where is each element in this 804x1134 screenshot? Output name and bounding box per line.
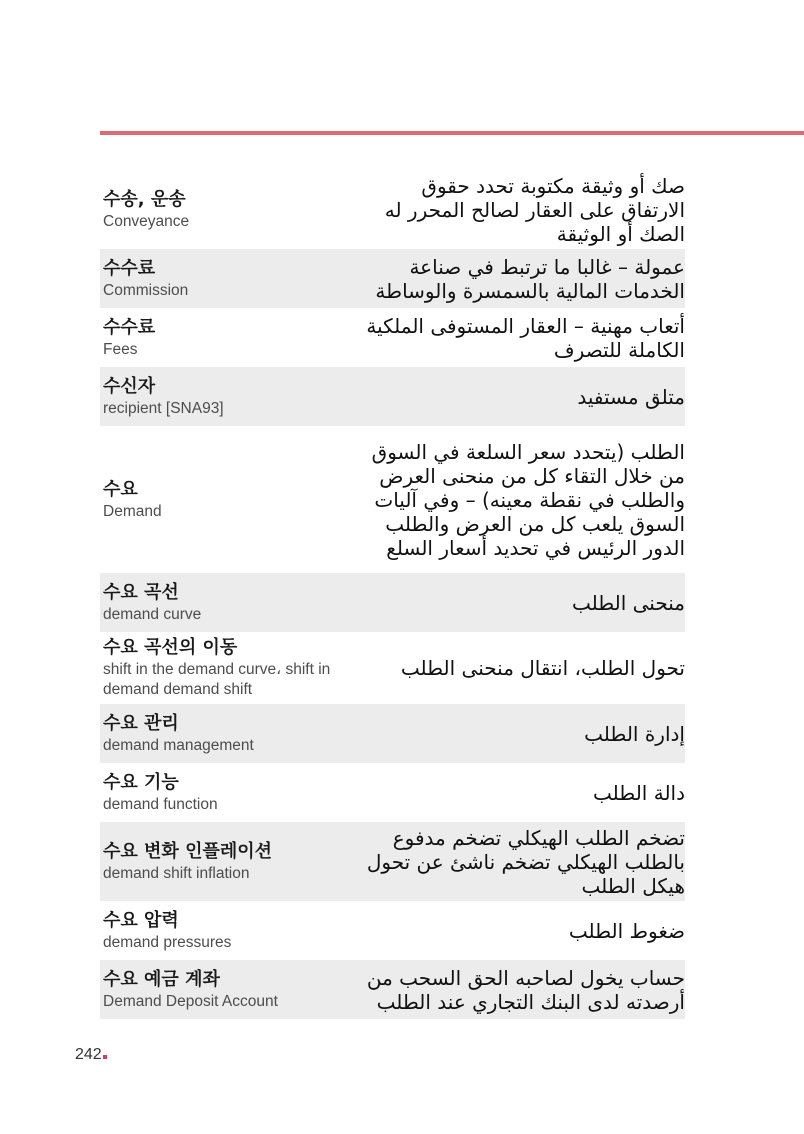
korean-term: 수수료 [103,316,156,338]
english-term: demand pressures [103,933,232,951]
korean-term: 수송, 운송 [103,188,186,210]
english-term: shift in the demand curve، shift in demand demand shift [103,661,331,698]
glossary-row [100,763,685,822]
korean-term: 수신자 [103,375,156,397]
term-cell [100,712,355,756]
arabic-definition: تحول الطلب، انتقال منحنى الطلب [400,656,685,680]
term-cell [100,581,355,625]
page-number [75,1046,107,1064]
english-term: recipient [SNA93] [103,399,224,417]
arabic-definition: دالة الطلب [593,780,685,805]
term-cell [100,840,355,884]
glossary-row [100,822,685,901]
arabic-definition: منحنى الطلب [571,590,685,615]
korean-term: 수요 예금 계좌 [103,968,220,990]
arabic-definition: ضغوط الطلب [568,918,685,943]
english-term: demand function [103,795,218,813]
korean-term: 수요 관리 [103,712,179,734]
korean-term: 수요 곡선의 이동 [103,637,238,658]
term-cell [100,316,355,360]
arabic-definition: إدارة الطلب [584,721,685,746]
glossary-row [100,632,685,704]
english-term: Demand Deposit Account [103,992,278,1010]
glossary-row [100,960,685,1019]
glossary-row [100,170,685,249]
arabic-definition: حساب يخول لصاحبه الحق السحب من أرصدته لدى البنك التجاري عند الطلب [366,965,685,1014]
english-term: Conveyance [103,212,190,230]
page-number-text: 242 [75,1046,102,1063]
arabic-definition: عمولة – غالبا ما ترتبط في صناعة الخدمات المالية بالسمسرة والوساطة [375,254,685,303]
glossary-row [100,249,685,308]
glossary-row [100,901,685,960]
term-cell [100,188,355,232]
korean-term: 수수료 [103,257,156,279]
term-cell [100,257,355,301]
korean-term: 수요 곡선 [103,581,179,603]
glossary-row [100,704,685,763]
korean-term: 수요 [103,478,138,500]
term-cell [100,375,355,419]
english-term: Commission [103,281,189,299]
top-rule [100,131,804,135]
korean-term: 수요 압력 [103,909,179,931]
arabic-definition: متلق مستفيد [577,384,685,409]
english-term: Fees [103,340,138,358]
english-term: demand management [103,736,254,754]
glossary-row [100,573,685,632]
glossary-row [100,367,685,426]
term-cell [100,478,355,522]
korean-term: 수요 변화 인플레이션 [103,840,273,862]
glossary-row [100,426,685,573]
arabic-definition: صك أو وثيقة مكتوبة تحدد حقوق الارتفاق على العقار لصالح المحرر له الصك أو الوثيقة [384,173,685,246]
glossary-table [100,170,685,1019]
glossary-row [100,308,685,367]
term-cell [100,909,355,953]
term-cell [100,771,355,815]
page-number-dot [103,1055,107,1059]
arabic-definition: الطلب (يتحدد سعر السلعة في السوق من خلال التقاء كل من منحنى العرض والطلب في نقطة معينه) – وفي آليات السوق يلعب كل من العرض والطلب الدور الرئيس في تحديد أسعار السلع [371,439,685,560]
term-cell [100,636,355,700]
english-term: Demand [103,502,162,520]
english-term: demand shift inflation [103,864,250,882]
term-cell [100,968,355,1012]
arabic-definition: تضخم الطلب الهيكلي تضخم مدفوع بالطلب الهيكلي تضخم ناشئ عن تحول هيكل الطلب [366,825,685,898]
arabic-definition: أتعاب مهنية – العقار المستوفى الملكية الكاملة للتصرف [366,313,685,362]
english-term: demand curve [103,605,202,623]
korean-term: 수요 기능 [103,771,179,793]
